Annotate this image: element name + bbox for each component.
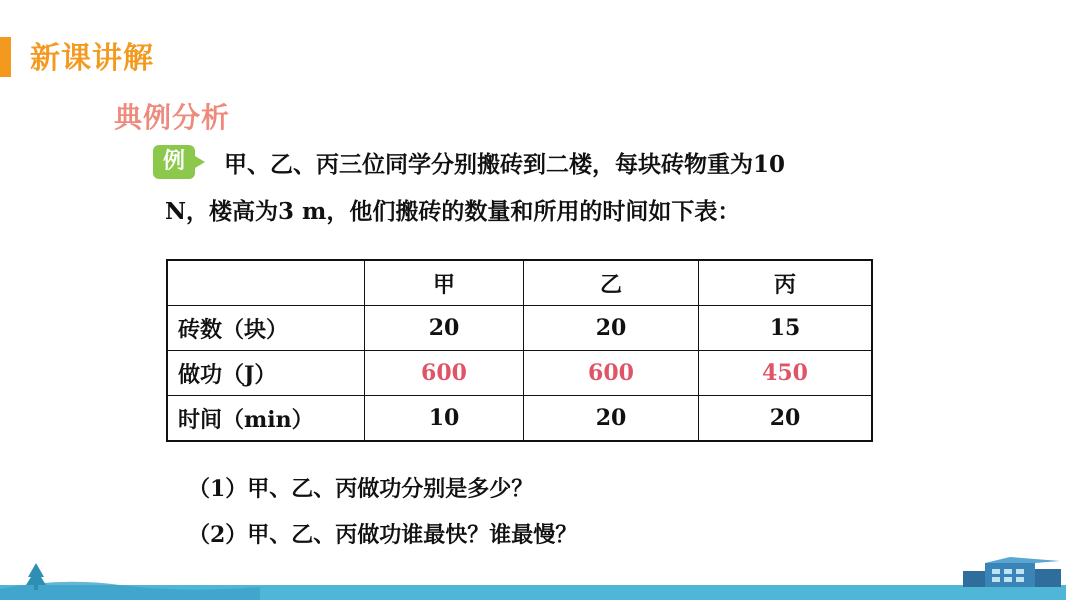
table-header-cell: 甲 (365, 260, 524, 306)
sub-title: 典例分析 (114, 101, 231, 134)
table-cell: 450 (699, 351, 873, 396)
row-label: 做功（J） (167, 351, 365, 396)
problem-text-line-1: 甲、乙、丙三位同学分别搬砖到二楼，每块砖物重为10 (224, 151, 786, 178)
question-2: （2）甲、乙、丙做功谁最快？谁最慢？ (188, 522, 578, 548)
question-1: （1）甲、乙、丙做功分别是多少？ (188, 476, 534, 502)
table-header-cell (167, 260, 365, 306)
table-cell: 20 (365, 306, 524, 351)
table-row (167, 396, 872, 442)
table-cell: 600 (365, 351, 524, 396)
table-cell: 15 (699, 306, 873, 351)
data-table (166, 259, 873, 442)
table-row (167, 351, 872, 396)
table-header-cell: 丙 (699, 260, 873, 306)
table-cell: 20 (524, 396, 699, 442)
table-cell: 20 (699, 396, 873, 442)
example-badge: 例 (153, 145, 195, 179)
table-header-cell: 乙 (524, 260, 699, 306)
footer-decoration (0, 555, 1066, 600)
row-label: 砖数（块） (167, 306, 365, 351)
row-label: 时间（min） (167, 396, 365, 442)
table-header-row (167, 260, 872, 306)
table-cell: 10 (365, 396, 524, 442)
table-row (167, 306, 872, 351)
section-title: 新课讲解 (30, 41, 154, 76)
building-icon (963, 557, 1061, 587)
problem-text-line-2: N，楼高为3 m，他们搬砖的数量和所用的时间如下表： (165, 198, 741, 225)
section-accent-bar (0, 37, 11, 77)
table-cell: 20 (524, 306, 699, 351)
table-cell: 600 (524, 351, 699, 396)
